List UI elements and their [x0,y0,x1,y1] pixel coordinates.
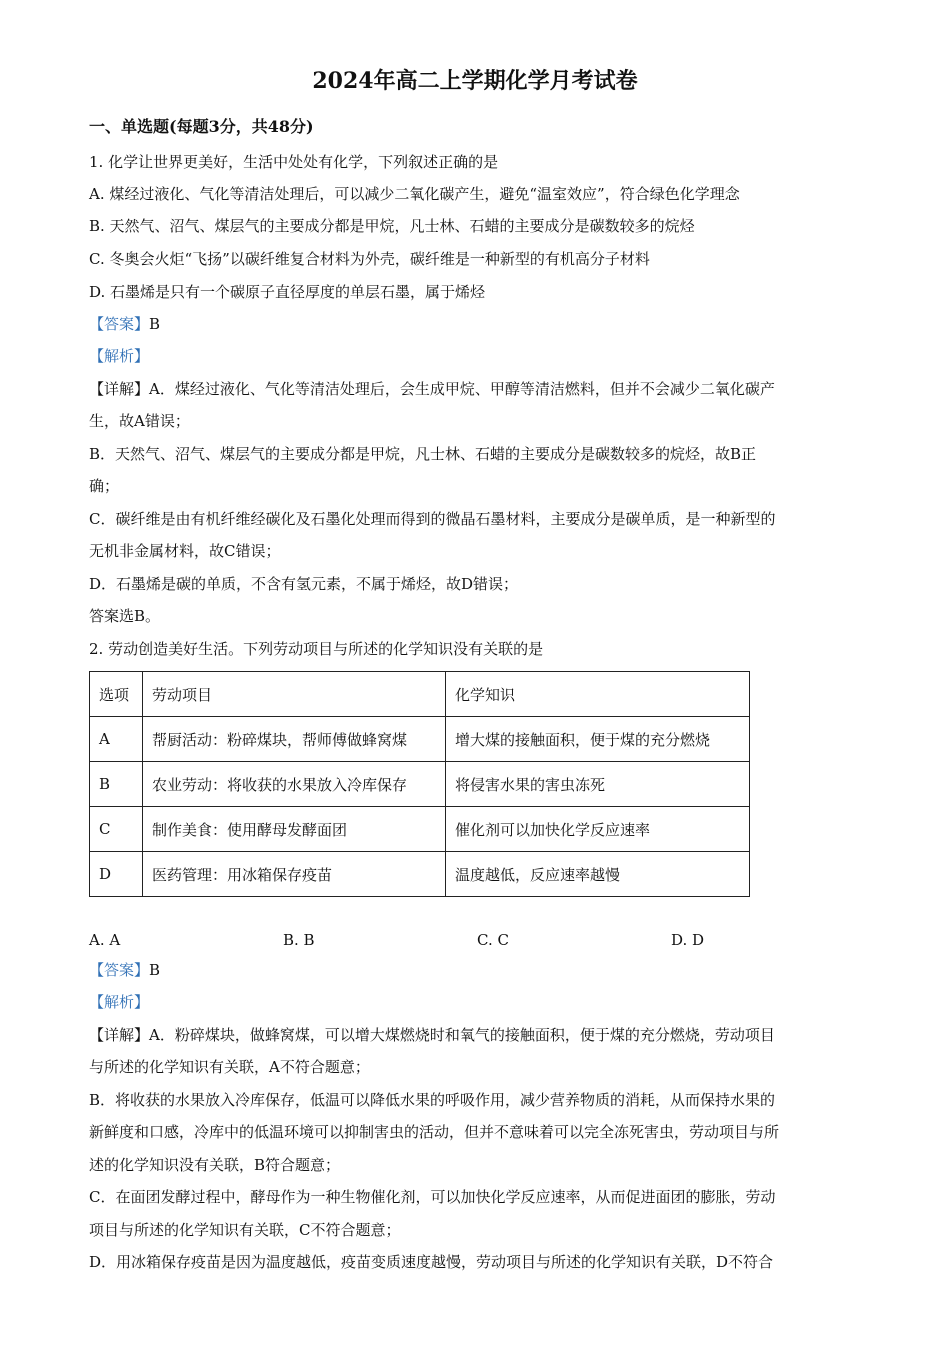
q2-detail-line: B．将收获的水果放入冷库保存，低温可以降低水果的呼吸作用，减少营养物质的消耗，从而保持水果的 [89,1091,776,1109]
q1-detail-line: 生，故A错误； [89,412,190,430]
q1-detail-line: C．碳纤维是由有机纤维经碳化及石墨化处理而得到的微晶石墨材料，主要成分是碳单质，是一种新型的 [89,510,776,528]
q1-analysis-tag: 【解析】 [89,347,150,365]
section-heading: 一、单选题(每题3分，共48分) [89,117,314,136]
q2-detail-line: 与所述的化学知识有关联，A不符合题意； [89,1058,370,1076]
table-cell: 帮厨活动：粉碎煤块，帮师傅做蜂窝煤 [143,717,446,762]
q1-detail-line: 答案选B。 [89,607,161,625]
q1-option-d: D. 石墨烯是只有一个碳原子直径厚度的单层石墨，属于烯烃 [89,283,486,301]
q2-choice-b: B. B [283,931,315,949]
table-cell: 增大煤的接触面积，便于煤的充分燃烧 [446,717,750,762]
q2-detail-line: C．在面团发酵过程中，酵母作为一种生物催化剂，可以加快化学反应速率，从而促进面团的膨胀，劳动 [89,1188,776,1206]
q2-detail-line: D．用冰箱保存疫苗是因为温度越低，疫苗变质速度越慢，劳动项目与所述的化学知识有关联，D不符合 [89,1253,774,1271]
table-row [90,762,750,807]
page-title: 2024年高二上学期化学月考试卷 [312,68,638,94]
q2-choice-a: A. A [89,931,121,949]
table-cell: 温度越低，反应速率越慢 [446,852,750,897]
table-cell: B [90,762,143,807]
table-cell: C [90,807,143,852]
answer-tag: 【答案】 [89,315,150,333]
table-cell: 将侵害水果的害虫冻死 [446,762,750,807]
table-cell: 农业劳动：将收获的水果放入冷库保存 [143,762,446,807]
q1-stem: 1. 化学让世界更美好，生活中处处有化学，下列叙述正确的是 [89,153,499,171]
q2-choice-c: C. C [477,931,509,949]
q1-detail-line: 【详解】A．煤经过液化、气化等清洁处理后，会生成甲烷、甲醇等清洁燃料，但并不会减少二氧化碳产 [89,380,775,398]
table-cell: D [90,852,143,897]
q1-detail-line: 无机非金属材料，故C错误； [89,542,281,560]
table-row [90,717,750,762]
answer-value: B [149,961,161,979]
q1-option-c: C. 冬奥会火炬“飞扬”以碳纤维复合材料为外壳，碳纤维是一种新型的有机高分子材料 [89,250,650,268]
q1-option-a: A. 煤经过液化、气化等清洁处理后，可以减少二氧化碳产生，避免“温室效应”，符合绿色化学理念 [89,185,740,203]
q2-detail-line: 项目与所述的化学知识有关联，C不符合题意； [89,1221,401,1239]
q1-answer [89,313,861,335]
table-header-cell: 劳动项目 [143,672,446,717]
q2-analysis-tag: 【解析】 [89,993,150,1011]
q1-detail-line: D．石墨烯是碳的单质，不含有氢元素，不属于烯烃，故D错误； [89,575,519,593]
q2-stem: 2. 劳动创造美好生活。下列劳动项目与所述的化学知识没有关联的是 [89,640,544,658]
table-header-row [90,672,750,717]
q2-table [89,671,750,897]
q1-detail-line: 确； [89,477,120,495]
table-header-cell: 选项 [90,672,143,717]
q1-option-b: B. 天然气、沼气、煤层气的主要成分都是甲烷，凡士林、石蜡的主要成分是碳数较多的烷烃 [89,217,695,235]
table-cell: 制作美食：使用酵母发酵面团 [143,807,446,852]
q1-detail-line: B．天然气、沼气、煤层气的主要成分都是甲烷，凡士林、石蜡的主要成分是碳数较多的烷烃，故B正 [89,445,757,463]
answer-tag: 【答案】 [89,961,150,979]
q2-answer [89,959,861,981]
answer-value: B [149,315,161,333]
table-cell: 医药管理：用冰箱保存疫苗 [143,852,446,897]
table-cell: 催化剂可以加快化学反应速率 [446,807,750,852]
table-row [90,852,750,897]
q2-detail-line: 新鲜度和口感，冷库中的低温环境可以抑制害虫的活动，但并不意味着可以完全冻死害虫，劳动项目与所 [89,1123,780,1141]
q2-detail-line: 【详解】A．粉碎煤块，做蜂窝煤，可以增大煤燃烧时和氧气的接触面积，便于煤的充分燃烧，劳动项目 [89,1026,775,1044]
table-row [90,807,750,852]
table-cell: A [90,717,143,762]
table-header-cell: 化学知识 [446,672,750,717]
q2-detail-line: 述的化学知识没有关联，B符合题意； [89,1156,341,1174]
q2-choice-d: D. D [671,931,705,949]
